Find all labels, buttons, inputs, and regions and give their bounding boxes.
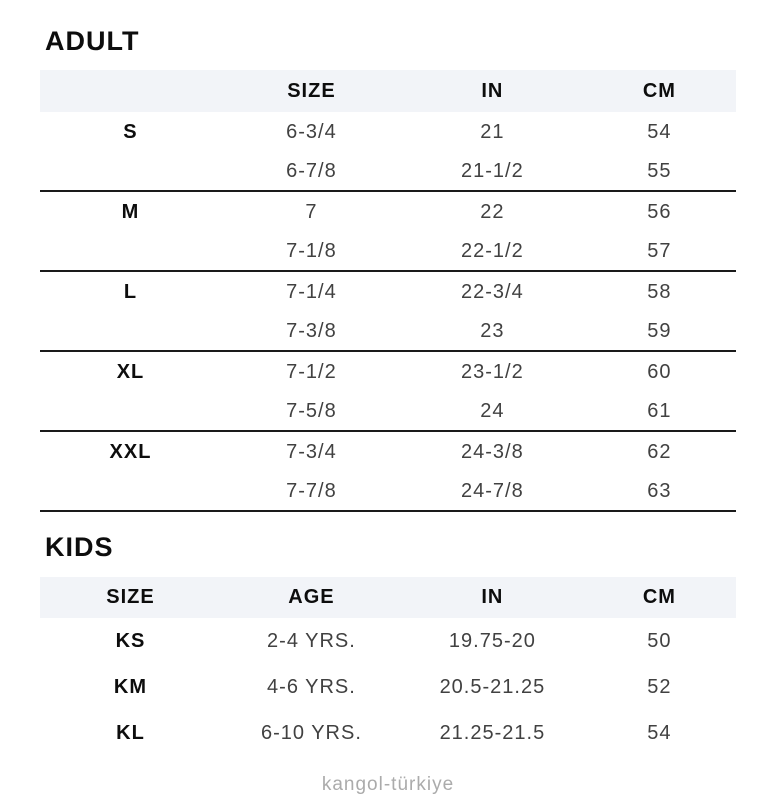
in-cell: 24-3/8 [461,440,524,463]
size-cell: 7-1/4 [286,280,337,303]
watermark-text: kangol-türkiye [321,774,455,795]
adult-column-header-size: SIZE [287,79,336,102]
cm-cell: 62 [647,440,672,463]
size-label-cell: KL [116,721,145,744]
table-row [40,710,736,756]
kids-column-header-in: IN [481,586,504,608]
table-row [40,352,736,392]
size-cell: 7-5/8 [286,399,337,422]
adult-section-title: ADULT [45,26,140,56]
size-label-cell: XL [116,360,145,383]
table-row [40,472,736,512]
adult-size-table [40,70,736,512]
table-row [40,232,736,272]
kids-column-header-age: AGE [288,586,335,608]
table-row [40,312,736,352]
size-cell: 7-3/8 [286,319,337,342]
cm-cell: 59 [647,319,672,342]
cm-cell: 58 [647,280,672,303]
in-cell: 19.75-20 [448,629,536,652]
cm-cell: 56 [647,200,672,223]
kids-size-table [40,577,736,756]
size-cell: 7-1/2 [286,360,337,383]
size-chart [40,26,736,756]
in-cell: 23 [480,319,505,342]
cm-cell: 61 [647,399,672,422]
in-cell: 24 [480,399,505,422]
in-cell: 22-3/4 [461,280,524,303]
in-cell: 23-1/2 [461,360,524,383]
in-cell: 22-1/2 [461,239,524,262]
cm-cell: 54 [647,120,672,143]
size-cell: 6-3/4 [286,120,337,143]
kids-section-title: KIDS [45,532,114,562]
size-label-cell: L [123,280,138,303]
adult-table-header-row [40,70,736,112]
cm-cell: 50 [647,629,672,652]
table-row [40,112,736,152]
adult-column-header-in: IN [481,79,504,102]
cm-cell: 52 [647,675,672,698]
table-row [40,392,736,432]
table-row [40,272,736,312]
table-row [40,152,736,192]
age-cell: 6-10 YRS. [260,721,362,744]
table-row [40,432,736,472]
table-row [40,192,736,232]
cm-cell: 57 [647,239,672,262]
cm-cell: 54 [647,721,672,744]
size-label-cell: XXL [109,440,152,463]
size-label-cell: S [123,120,138,143]
in-cell: 24-7/8 [461,479,524,502]
table-row [40,664,736,710]
cm-cell: 55 [647,159,672,182]
size-cell: 7-7/8 [286,479,337,502]
size-cell: 7-1/8 [286,239,337,262]
kids-column-header-size: SIZE [106,586,155,608]
in-cell: 21 [480,120,505,143]
cm-cell: 63 [647,479,672,502]
in-cell: 21-1/2 [461,159,524,182]
size-cell: 7 [305,200,318,223]
age-cell: 4-6 YRS. [267,675,356,698]
size-label-cell: M [121,200,140,223]
age-cell: 2-4 YRS. [267,629,356,652]
size-label-cell: KS [115,629,146,652]
kids-table-header-row [40,577,736,618]
in-cell: 21.25-21.5 [439,721,546,744]
table-row [40,618,736,664]
kids-column-header-cm: CM [642,586,676,608]
adult-column-header-cm: CM [642,79,676,102]
size-cell: 7-3/4 [286,440,337,463]
size-cell: 6-7/8 [286,159,337,182]
in-cell: 20.5-21.25 [439,675,546,698]
in-cell: 22 [480,200,505,223]
cm-cell: 60 [647,360,672,383]
size-label-cell: KM [113,675,148,698]
